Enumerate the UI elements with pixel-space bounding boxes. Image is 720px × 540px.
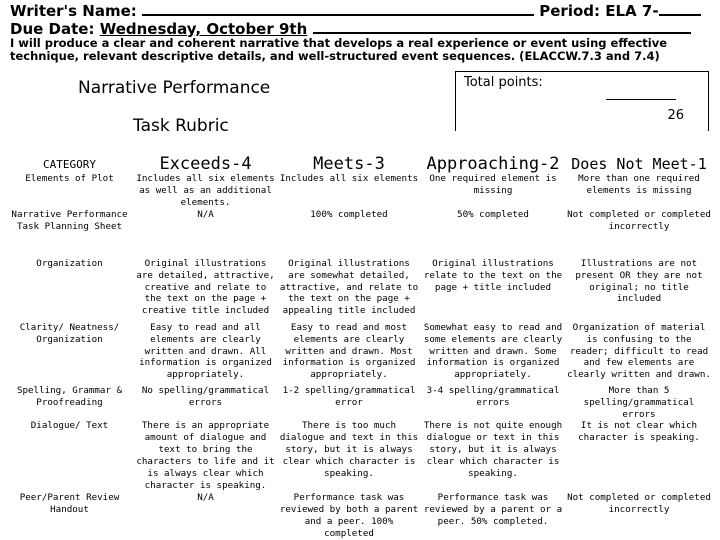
cell-does-not-meet: Not completed or completed incorrectly <box>567 491 711 515</box>
rubric-table <box>6 131 712 540</box>
cell-exceeds: N/A <box>197 491 214 503</box>
cell-approaching: One required element is missing <box>429 173 557 196</box>
cell-meets: There is too much dialogue and text in this story, but it is always clear which character is speaking. <box>279 420 419 480</box>
row-category: Dialogue/ Text <box>30 420 109 432</box>
table-row <box>6 209 712 258</box>
total-points-blank[interactable] <box>606 99 676 100</box>
cell-meets: Easy to read and most elements are clearly written and drawn. Most information is organized appropriately. <box>282 321 416 381</box>
cell-exceeds: Easy to read and all elements are clearly written and drawn. All information is organized appropriately. <box>139 321 272 381</box>
total-points-value: 26 <box>667 108 684 123</box>
cell-does-not-meet: It is not clear which character is speaking. <box>578 420 700 444</box>
cell-does-not-meet: Not completed or completed incorrectly <box>567 208 711 232</box>
row-category: Elements of Plot <box>25 173 114 184</box>
row-category: Narrative Performance Task Planning Sheet <box>11 208 128 232</box>
cell-approaching: Somewhat easy to read and some elements are clearly written and drawn. Some information is organized appropriately. <box>423 321 563 381</box>
due-date-value: Wednesday, October 9th <box>99 20 308 38</box>
cell-meets: 100% completed <box>310 208 388 220</box>
cell-does-not-meet: More than 5 spelling/grammatical errors <box>583 384 695 420</box>
table-row <box>6 420 712 491</box>
table-row <box>6 385 712 421</box>
table-row <box>6 258 712 322</box>
writer-name-blank[interactable] <box>142 2 534 16</box>
cell-meets: Performance task was reviewed by both a parent and a peer. 100% completed <box>279 491 419 539</box>
period-value: ELA 7- <box>605 2 659 20</box>
header-name-row <box>10 2 701 20</box>
row-category: Spelling, Grammar & Proofreading <box>16 384 123 408</box>
col-exceeds: Exceeds-4 <box>159 154 252 175</box>
cell-meets: 1-2 spelling/grammatical error <box>282 384 416 408</box>
writer-name-label: Writer's Name: <box>10 2 137 20</box>
due-date-label: Due Date: <box>10 20 95 38</box>
rubric-header-row <box>6 131 712 173</box>
cell-does-not-meet: Organization of material is confusing to the reader; difficult to read and few elements are clearly written and drawn. <box>567 321 711 381</box>
period-label: Period: <box>539 2 601 20</box>
cell-exceeds: N/A <box>197 208 214 220</box>
total-points-box <box>455 71 709 131</box>
cell-approaching: 3-4 spelling/grammatical errors <box>426 384 560 408</box>
period-blank[interactable] <box>659 2 701 16</box>
cell-does-not-meet: Illustrations are not present OR they are not original; no title included <box>575 257 703 305</box>
cell-meets: Original illustrations are somewhat detailed, attractive, and relate to the text on the page + appealing title included <box>279 257 419 317</box>
cell-approaching: There is not quite enough dialogue or text in this story, but it is always clear which character is speaking. <box>423 420 563 480</box>
total-points-label: Total points: <box>464 75 543 90</box>
cell-exceeds: No spelling/grammatical errors <box>141 384 270 408</box>
cell-approaching: Original illustrations relate to the text on the page + title included <box>423 257 563 293</box>
cell-approaching: Performance task was reviewed by a parent or a peer. 50% completed. <box>423 491 563 527</box>
row-category: Peer/Parent Review Handout <box>19 491 120 515</box>
table-row <box>6 492 712 540</box>
row-category: Clarity/ Neatness/ Organization <box>19 321 120 345</box>
table-row <box>6 173 712 209</box>
col-does-not-meet: Does Not Meet-1 <box>571 155 707 174</box>
row-category: Organization <box>36 257 103 269</box>
cell-does-not-meet: More than one required elements is missing <box>578 173 700 196</box>
cell-exceeds: There is an appropriate amount of dialogue and text to bring the characters to life and it is always clear which character is speaking. <box>136 420 275 491</box>
col-approaching: Approaching-2 <box>426 154 560 175</box>
cell-meets: Includes all six elements <box>279 173 419 184</box>
rubric-title-line2: Task Rubric <box>133 116 229 136</box>
objective-statement: I will produce a clear and coherent narrative that develops a real experience or event using effective technique, relevant descriptive details, and well-structured event sequences. (ELACCW.7.3 and 7.4) <box>10 36 667 63</box>
due-date-blank <box>313 20 691 34</box>
col-category: CATEGORY <box>43 158 96 172</box>
cell-exceeds: Original illustrations are detailed, attractive, creative and relate to the text on the page + creative title included <box>136 257 275 317</box>
cell-approaching: 50% completed <box>457 208 529 220</box>
rubric-title-line1: Narrative Performance <box>78 78 271 98</box>
col-meets: Meets-3 <box>313 154 385 175</box>
table-row <box>6 322 712 385</box>
cell-exceeds: Includes all six elements as well as an additional elements. <box>136 173 275 208</box>
